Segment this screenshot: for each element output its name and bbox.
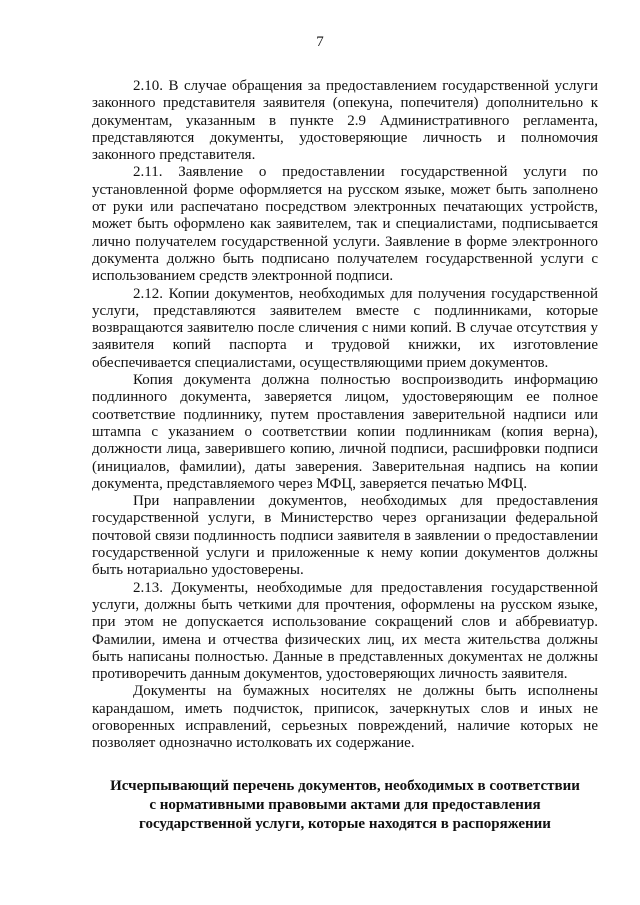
paragraph-paper-documents: Документы на бумажных носителях не должны быть исполнены карандашом, иметь подчисток, приписок, зачеркнутых слов и иных не оговоренных исправлений, серьезных повреждений, наличие которых не позволяет однозначно истолковать их содержание. — [92, 683, 598, 752]
heading-line: государственной услуги, которые находятся в распоряжении — [139, 816, 551, 832]
heading-line: Исчерпывающий перечень документов, необходимых в соответствии — [110, 778, 580, 794]
paragraph-2-10: 2.10. В случае обращения за предоставлением государственной услуги законного представителя заявителя (опекуна, попечителя) дополнительно к документам, указанным в пункте 2.9 Административного регламента, представляются документы, удостоверяющие личность и полномочия законного представителя. — [92, 78, 598, 164]
paragraph-2-12: 2.12. Копии документов, необходимых для получения государственной услуги, представляются заявителем вместе с подлинниками, которые возвращаются заявителю после сличения с ними копий. В случае отсутствия у заявителя копий паспорта и трудовой книжки, их изготовление обеспечивается специалистами, осуществляющими прием документов. — [92, 285, 598, 371]
paragraph-2-11: 2.11. Заявление о предоставлении государственной услуги по установленной форме оформляется на русском языке, может быть заполнено от руки или распечатано посредством электронных печатающих устройств, может быть оформлено как заявителем, так и специалистами, подписывается лично получателем государственной услуги. Заявление в форме электронного документа должно быть подписано получателем государственной услуги с использованием средств электронной подписи. — [92, 164, 598, 285]
paragraph-copy-requirements: Копия документа должна полностью воспроизводить информацию подлинного документа, заверяется лицом, удостоверяющим ее полное соответствие подлиннику, путем проставления заверительной надписи или штампа с указанием о соответствии копии подлинникам (копия верна), должности лица, заверившего копию, личной подписи, расшифровки подписи (инициалов, фамилии), даты заверения. Заверительная надпись на копии документа, представляемого через МФЦ, заверяется печатью МФЦ. — [92, 372, 598, 492]
page-number: 7 — [316, 34, 324, 50]
heading-line: с нормативными правовыми актами для предоставления — [149, 797, 541, 813]
paragraph-2-13: 2.13. Документы, необходимые для предоставления государственной услуги, должны быть четкими для прочтения, оформлены на русском языке, при этом не допускается использование сокращений слов и аббревиатур. Фамилии, имена и отчества физических лиц, их места жительства должны быть написаны полностью. Данные в представленных документах не должны противоречить данным документов, удостоверяющих личность заявителя. — [92, 579, 598, 683]
section-heading — [92, 777, 598, 834]
paragraph-postal-submission: При направлении документов, необходимых для предоставления государственной услуги, в Министерство через организации федеральной почтовой связи подлинность подписи заявителя в заявлении о предоставлении государственной услуги и приложенные к нему копии документов должны быть нотариально удостоверены. — [92, 493, 598, 579]
body-text — [92, 78, 598, 753]
